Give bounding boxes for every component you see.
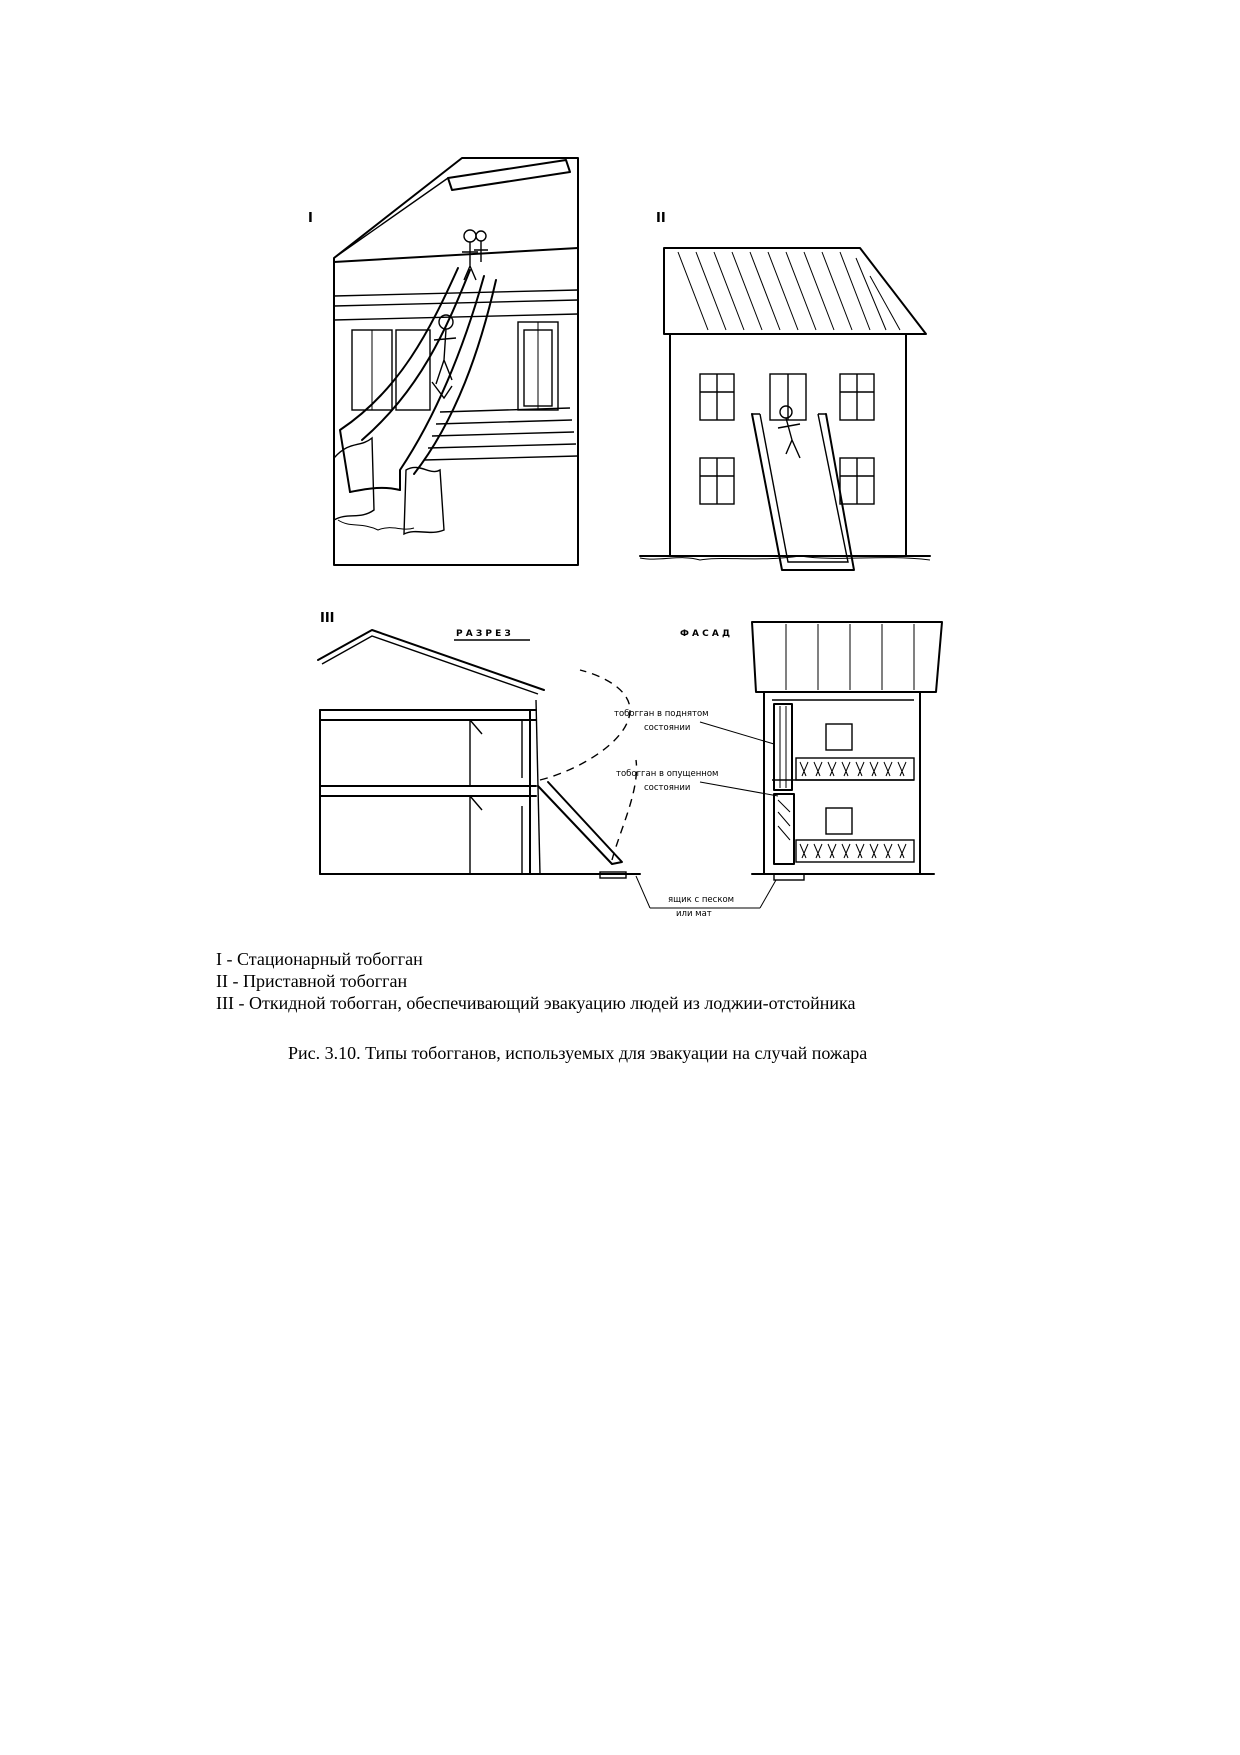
panel-iii-drawing xyxy=(318,611,942,919)
legend-item-i: I - Стационарный тобогган xyxy=(216,949,423,969)
panel-label-iii: III xyxy=(320,611,335,626)
note-lowered-1: тобогган в опущенном xyxy=(616,769,719,779)
legend-item-iii: III - Откидной тобогган, обеспечивающий эвакуацию людей из лоджии-отстойника xyxy=(216,993,856,1013)
note-box-1: ящик с песком xyxy=(668,895,735,905)
panel-ii-drawing xyxy=(640,211,930,570)
facade-label: Ф А С А Д xyxy=(680,629,731,639)
panel-label-ii: II xyxy=(656,211,666,226)
panel-i-drawing xyxy=(308,158,578,565)
panel-label-i: I xyxy=(308,211,313,226)
legend-item-ii: II - Приставной тобогган xyxy=(216,971,408,991)
note-raised-2: состоянии xyxy=(644,723,691,733)
figure-caption: Рис. 3.10. Типы тобогганов, используемых для эвакуации на случай пожара xyxy=(288,1043,868,1063)
note-box-2: или мат xyxy=(676,909,712,919)
note-raised-1: тобогган в поднятом xyxy=(614,709,709,719)
section-label: Р А З Р Е З xyxy=(456,629,511,639)
figure-legend xyxy=(216,948,855,1014)
note-lowered-2: состоянии xyxy=(644,783,691,793)
